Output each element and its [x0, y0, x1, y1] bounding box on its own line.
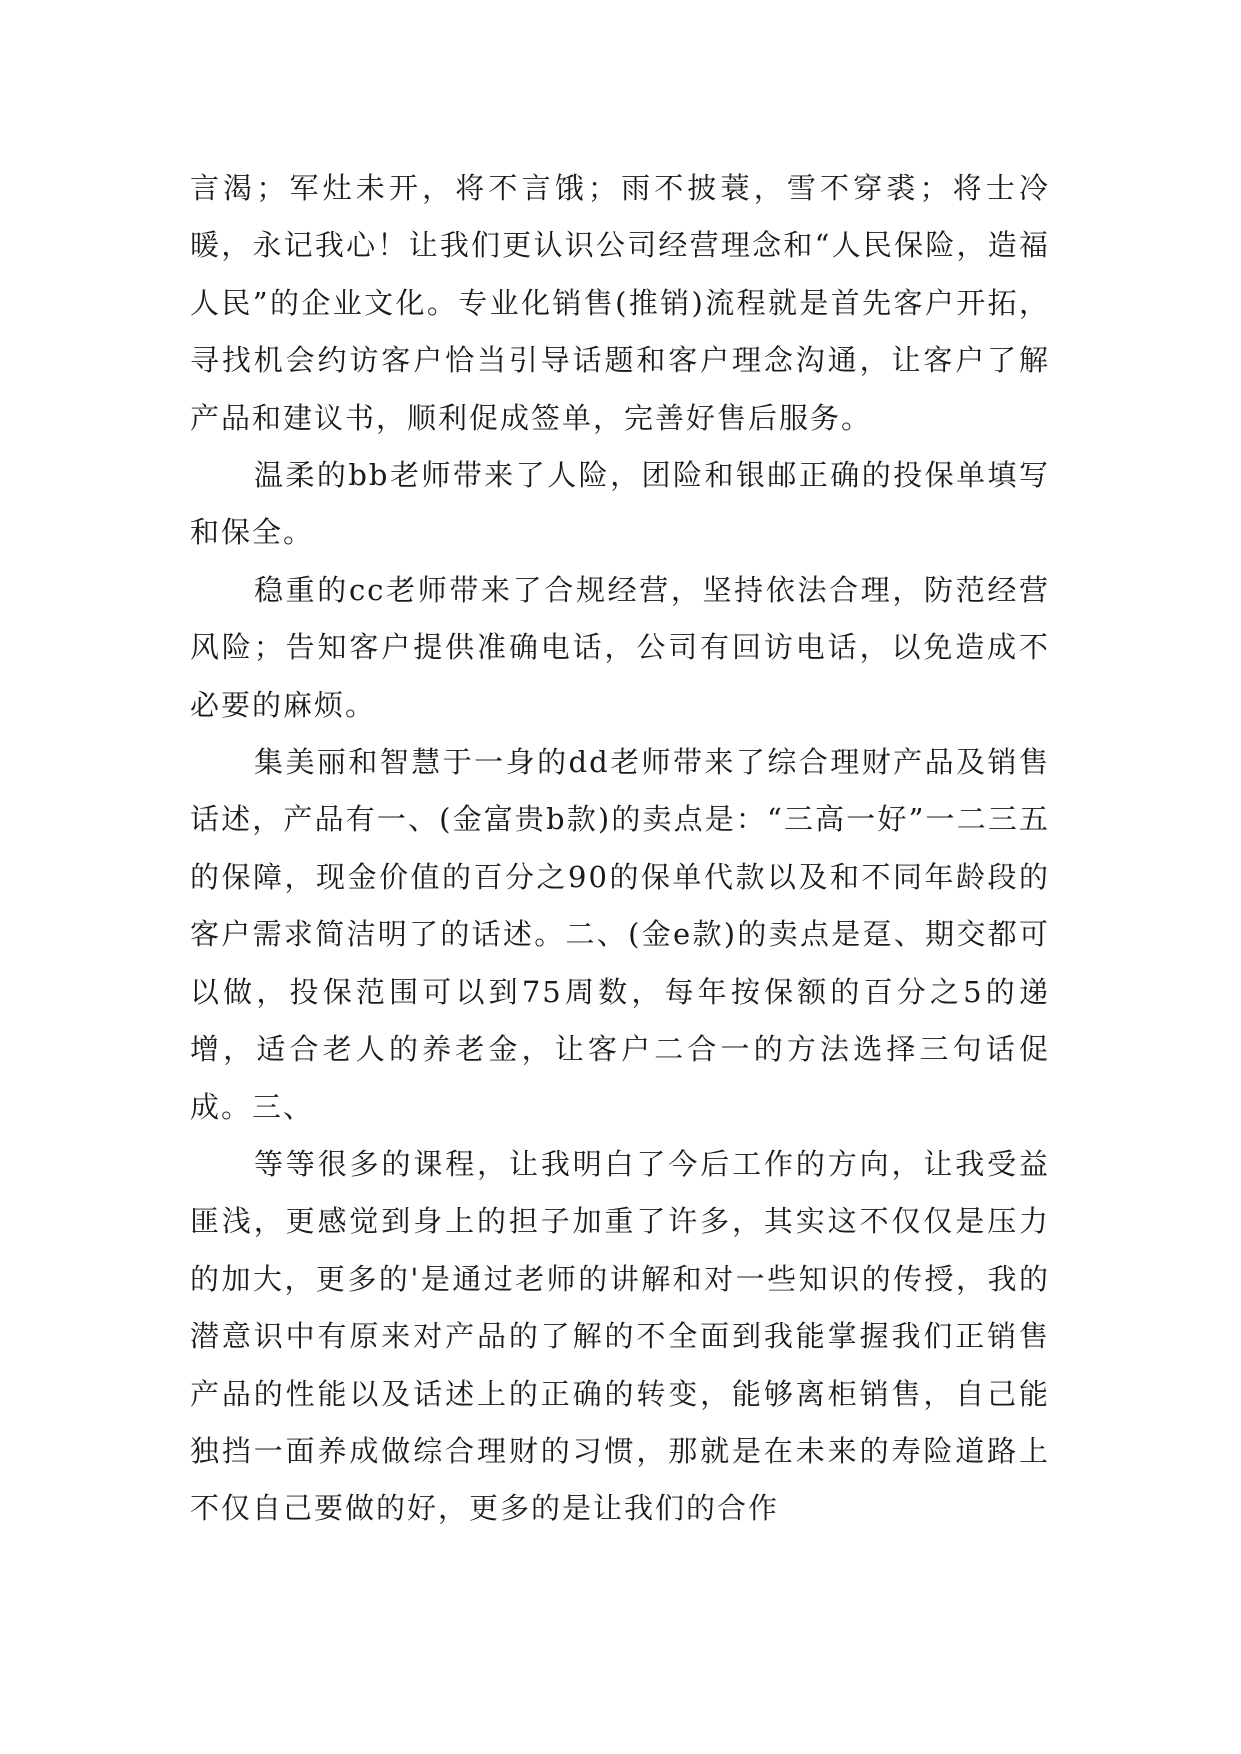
document-body [190, 160, 1050, 1538]
paragraph-4: 集美丽和智慧于一身的dd老师带来了综合理财产品及销售话述，产品有一、(金富贵b款)的卖点是：“三高一好”一二三五的保障，现金价值的百分之90的保单代款以及和不同年龄段的客户需求简洁明了的话述。二、(金e款)的卖点是趸、期交都可以做，投保范围可以到75周数，每年按保额的百分之5的递增，适合老人的养老金，让客户二合一的方法选择三句话促成。三、 [190, 745, 1050, 1124]
paragraph-2: 温柔的bb老师带来了人险，团险和银邮正确的投保单填写和保全。 [190, 458, 1050, 550]
paragraph-5: 等等很多的课程，让我明白了今后工作的方向，让我受益匪浅，更感觉到身上的担子加重了许多，其实这不仅仅是压力的加大，更多的'是通过老师的讲解和对一些知识的传授，我的潜意识中有原来对产品的了解的不全面到我能掌握我们正销售产品的性能以及话述上的正确的转变，能够离柜销售，自己能独挡一面养成做综合理财的习惯，那就是在未来的寿险道路上不仅自己要做的好，更多的是让我们的合作 [190, 1146, 1050, 1526]
paragraph-1: 言渴；军灶未开，将不言饿；雨不披蓑，雪不穿裘；将士冷暖，永记我心！让我们更认识公司经营理念和“人民保险，造福人民”的企业文化。专业化销售(推销)流程就是首先客户开拓，寻找机会约访客户恰当引导话题和客户理念沟通，让客户了解产品和建议书，顺利促成签单，完善好售后服务。 [190, 171, 1050, 435]
paragraph-3: 稳重的cc老师带来了合规经营，坚持依法合理，防范经营风险；告知客户提供准确电话，公司有回访电话，以免造成不必要的麻烦。 [190, 572, 1050, 722]
